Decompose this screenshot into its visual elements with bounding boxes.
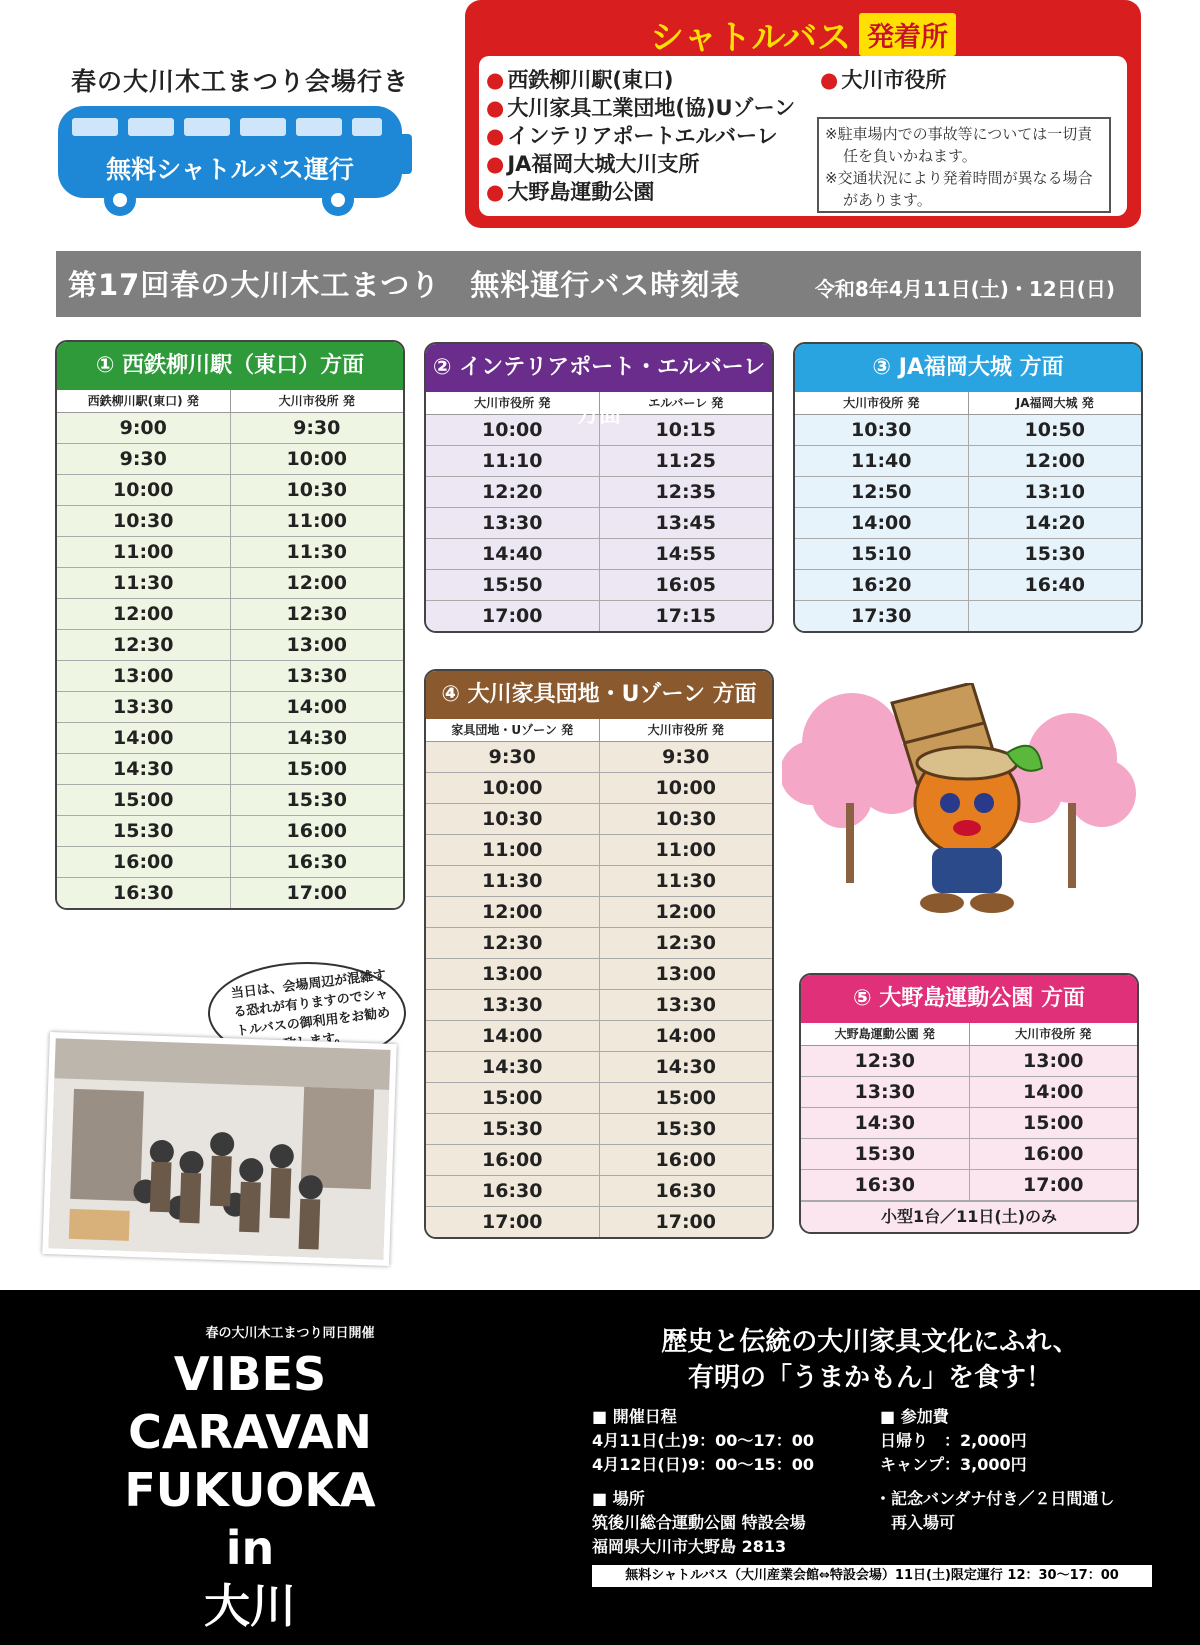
table-row (426, 959, 772, 990)
route-table-5 (799, 973, 1139, 1234)
return-time: 12:30 (599, 928, 773, 958)
return-time: 16:00 (969, 1139, 1138, 1169)
return-time: 14:00 (599, 1021, 773, 1051)
table-row (426, 1114, 772, 1145)
stops-title-text: シャトルバス (650, 18, 851, 58)
stop-item: ● 大野島運動公園 (486, 180, 655, 204)
co-held-label: 春の大川木工まつり同日開催 (205, 1326, 375, 1341)
return-time: 14:20 (968, 508, 1142, 538)
departure-time: 12:30 (482, 932, 543, 954)
extras-line: ・記念バンダナ付き／２日間通し (875, 1489, 1115, 1508)
departure-time: 13:00 (113, 665, 174, 687)
departure-time: 15:30 (854, 1143, 915, 1165)
departure-time: 9:30 (488, 746, 536, 768)
table-row (426, 835, 772, 866)
table-row (57, 878, 403, 908)
departure-time: 15:10 (851, 543, 912, 565)
departure-time: 11:00 (482, 839, 543, 861)
table-row (801, 1108, 1137, 1139)
return-time: 14:00 (230, 692, 404, 722)
departure-time: 12:00 (482, 901, 543, 923)
departure-time: 14:00 (851, 512, 912, 534)
departure-time: 14:30 (482, 1056, 543, 1078)
departure-time: 13:30 (482, 512, 543, 534)
departure-time: 15:30 (113, 820, 174, 842)
table-row (426, 508, 772, 539)
return-time: 10:30 (230, 475, 404, 505)
return-time: 15:30 (599, 1114, 773, 1144)
column-header-origin: 西鉄柳川駅(東口) 発 (87, 394, 199, 408)
departure-time: 10:30 (113, 510, 174, 532)
departure-time: 12:30 (113, 634, 174, 656)
return-time: 16:40 (968, 570, 1142, 600)
table-row (57, 537, 403, 568)
event-lead: 歴史と伝統の大川家具文化にふれ、 有明の「うまかもん」を食す！ (661, 1327, 1079, 1393)
return-time: 15:00 (969, 1108, 1138, 1138)
column-header-origin: 家具団地・Uゾーン 発 (451, 723, 574, 737)
return-time: 16:30 (599, 1176, 773, 1206)
date-line: 4月11日(土)9：00〜17：00 (592, 1431, 814, 1450)
route-table-2 (424, 342, 774, 633)
return-time: 17:00 (969, 1170, 1138, 1200)
return-time: 12:00 (599, 897, 773, 927)
column-header-origin: 大川市役所 発 (474, 396, 551, 410)
departure-time: 13:30 (482, 994, 543, 1016)
return-time: 13:30 (230, 661, 404, 691)
timetable-title: 第17回春の大川木工まつり 無料運行バス時刻表 (68, 268, 741, 302)
return-time: 14:55 (599, 539, 773, 569)
return-time: 16:05 (599, 570, 773, 600)
table-row (57, 754, 403, 785)
place-label: ■ 場所 (592, 1489, 645, 1508)
table-row (426, 446, 772, 477)
place-line: 福岡県大川市大野島 2813 (592, 1537, 787, 1556)
departure-time: 13:30 (113, 696, 174, 718)
departure-time: 14:00 (482, 1025, 543, 1047)
departure-time: 9:00 (119, 417, 167, 439)
stop-item: ● 西鉄柳川駅(東口) (486, 68, 674, 92)
table-row (426, 1176, 772, 1207)
return-time: 15:30 (230, 785, 404, 815)
return-time: 13:00 (969, 1046, 1138, 1076)
departure-time: 10:30 (482, 808, 543, 830)
table-row (57, 506, 403, 537)
event-name: VIBES CARAVAN FUKUOKA in 大川 (124, 1347, 376, 1633)
table-row (426, 1145, 772, 1176)
return-time: 11:25 (599, 446, 773, 476)
table-row (426, 990, 772, 1021)
return-time: 13:30 (599, 990, 773, 1020)
mascot-illustration (782, 683, 1142, 928)
return-time: 11:00 (230, 506, 404, 536)
return-time (968, 601, 1142, 631)
column-header (426, 392, 772, 415)
timetable-date: 令和8年4月11日(土)・12日(日) (814, 277, 1115, 301)
return-time: 12:00 (968, 446, 1142, 476)
departure-time: 12:30 (854, 1050, 915, 1072)
departure-time: 15:00 (482, 1087, 543, 1109)
column-header-return: 大川市役所 発 (230, 390, 404, 412)
bus-label: 無料シャトルバス運行 (106, 155, 354, 184)
return-time: 14:00 (969, 1077, 1138, 1107)
column-header (801, 1023, 1137, 1046)
table-row (426, 415, 772, 446)
stop-item: ● JA福岡大城大川支所 (486, 152, 700, 176)
departure-time: 11:30 (113, 572, 174, 594)
table-row (426, 866, 772, 897)
route-title: ① 西鉄柳川駅（東口）方面 (57, 342, 403, 390)
stops-badge: 発着所 (859, 13, 956, 56)
return-time: 15:00 (599, 1083, 773, 1113)
stop-item: ● 大川家具工業団地(協)Uゾーン (486, 96, 796, 120)
route-title: ② インテリアポート・エルバーレ 方面 (426, 344, 772, 392)
route-table-4 (424, 669, 774, 1239)
return-time: 17:15 (599, 601, 773, 631)
fee-line: キャンプ：3,000円 (880, 1455, 1027, 1474)
table-row (426, 773, 772, 804)
departure-time: 12:00 (113, 603, 174, 625)
bubble-text: 当日は、会場周辺が混雑する恐れが有りますのでシャトルバスの御利用をお勧め致します。 (230, 967, 392, 1053)
column-header-return: エルバーレ 発 (599, 392, 773, 414)
intro-title: 春の大川木工まつり会場行き (70, 67, 409, 96)
bullet-icon: ● (486, 180, 505, 204)
route-title: ④ 大川家具団地・Uゾーン 方面 (426, 671, 772, 719)
stops-title (465, 10, 1141, 59)
return-time: 11:30 (599, 866, 773, 896)
departure-time: 15:30 (482, 1118, 543, 1140)
return-time: 10:15 (599, 415, 773, 445)
table-row (426, 1207, 772, 1237)
bullet-icon: ● (820, 68, 839, 92)
return-time: 10:30 (599, 804, 773, 834)
table-row (57, 630, 403, 661)
table-row (426, 928, 772, 959)
departure-time: 11:30 (482, 870, 543, 892)
return-time: 12:30 (230, 599, 404, 629)
departure-time: 17:30 (851, 605, 912, 627)
return-time: 10:00 (230, 444, 404, 474)
departure-time: 11:10 (482, 450, 543, 472)
return-time: 12:00 (230, 568, 404, 598)
bullet-icon: ● (486, 152, 505, 176)
return-time: 11:00 (599, 835, 773, 865)
departure-time: 13:30 (854, 1081, 915, 1103)
bullet-icon: ● (486, 124, 505, 148)
table-row (426, 601, 772, 631)
event-footer (0, 1290, 1200, 1645)
departure-time: 14:00 (113, 727, 174, 749)
return-time: 9:30 (230, 413, 404, 443)
return-time: 11:30 (230, 537, 404, 567)
table-row (57, 444, 403, 475)
bullet-icon: ● (486, 68, 505, 92)
return-time: 13:10 (968, 477, 1142, 507)
departure-time: 9:30 (119, 448, 167, 470)
departure-time: 15:00 (113, 789, 174, 811)
departure-time: 14:40 (482, 543, 543, 565)
table-row (795, 570, 1141, 601)
table-row (57, 599, 403, 630)
table-row (426, 570, 772, 601)
departure-time: 10:30 (851, 419, 912, 441)
table-row (426, 897, 772, 928)
departure-time: 14:30 (113, 758, 174, 780)
route-table-1 (55, 340, 405, 910)
fee-line: 日帰り ：2,000円 (880, 1431, 1027, 1450)
departure-time: 16:30 (854, 1174, 915, 1196)
column-header-origin: 大川市役所 発 (843, 396, 920, 410)
table-row (795, 508, 1141, 539)
return-time: 10:50 (968, 415, 1142, 445)
crowd-photo (42, 1032, 397, 1266)
table-row (795, 601, 1141, 631)
table-row (801, 1139, 1137, 1170)
table-row (57, 785, 403, 816)
table-row (801, 1077, 1137, 1108)
table-row (57, 413, 403, 444)
stop-item: ● 大川市役所 (820, 68, 947, 92)
table-row (801, 1170, 1137, 1201)
table-row (795, 446, 1141, 477)
table-row (795, 477, 1141, 508)
table-row (426, 1083, 772, 1114)
departure-time: 11:40 (851, 450, 912, 472)
place-line: 筑後川総合運動公園 特設会場 (592, 1513, 806, 1532)
table-row (426, 477, 772, 508)
return-time: 14:30 (230, 723, 404, 753)
departure-time: 10:00 (482, 419, 543, 441)
departure-time: 10:00 (113, 479, 174, 501)
departure-time: 16:00 (113, 851, 174, 873)
table-row (426, 1021, 772, 1052)
return-time: 17:00 (230, 878, 404, 908)
bullet-icon: ● (486, 96, 505, 120)
fee-label: ■ 参加費 (880, 1407, 949, 1426)
table-row (801, 1046, 1137, 1077)
return-time: 17:00 (599, 1207, 773, 1237)
route-table-3 (793, 342, 1143, 633)
return-time: 15:30 (968, 539, 1142, 569)
table-row (795, 415, 1141, 446)
table-row (57, 847, 403, 878)
note-line: ※駐車場内での事故等については一切責任を負いかねます。 (825, 125, 1093, 165)
table-row (426, 1052, 772, 1083)
departure-time: 12:20 (482, 481, 543, 503)
table-row (795, 539, 1141, 570)
departure-time: 16:30 (482, 1180, 543, 1202)
return-time: 14:30 (599, 1052, 773, 1082)
table-row (426, 539, 772, 570)
column-header (795, 392, 1141, 415)
route-title: ⑤ 大野島運動公園 方面 (801, 975, 1137, 1023)
column-header (57, 390, 403, 413)
table-row (57, 661, 403, 692)
shuttle-note: 無料シャトルバス（大川産業会館⇔特設会場）11日(土)限定運行 12：30〜17：00 (592, 1565, 1152, 1587)
column-header-return: 大川市役所 発 (969, 1023, 1138, 1045)
departure-time: 17:00 (482, 1211, 543, 1233)
return-time: 10:00 (599, 773, 773, 803)
stops-list-left (486, 66, 795, 206)
departure-time: 17:00 (482, 605, 543, 627)
departure-time: 16:20 (851, 574, 912, 596)
table-row (57, 475, 403, 506)
timetable-header (56, 251, 1141, 317)
note-line: ※交通状況により発着時間が異なる場合があります。 (825, 169, 1093, 209)
route-title: ③ JA福岡大城 方面 (795, 344, 1141, 392)
table-row (57, 816, 403, 847)
return-time: 13:00 (230, 630, 404, 660)
table-row (426, 742, 772, 773)
dates-label: ■ 開催日程 (592, 1407, 677, 1426)
return-time: 16:30 (230, 847, 404, 877)
departure-time: 10:00 (482, 777, 543, 799)
return-time: 13:00 (599, 959, 773, 989)
extras-line: 再入場可 (875, 1513, 956, 1532)
column-header-origin: 大野島運動公園 発 (834, 1027, 935, 1041)
departure-time: 14:30 (854, 1112, 915, 1134)
return-time: 12:35 (599, 477, 773, 507)
return-time: 16:00 (599, 1145, 773, 1175)
departure-time: 16:00 (482, 1149, 543, 1171)
departure-time: 11:00 (113, 541, 174, 563)
return-time: 15:00 (230, 754, 404, 784)
column-header-return: JA福岡大城 発 (968, 392, 1142, 414)
departure-time: 16:30 (113, 882, 174, 904)
departure-time: 15:50 (482, 574, 543, 596)
table-row (426, 804, 772, 835)
mascot-character-icon (892, 683, 1042, 913)
date-line: 4月12日(日)9：00〜15：00 (592, 1455, 814, 1474)
table-row (57, 568, 403, 599)
stops-list-right (820, 66, 946, 94)
column-header (426, 719, 772, 742)
table-row (57, 723, 403, 754)
return-time: 9:30 (599, 742, 773, 772)
column-header-return: 大川市役所 発 (599, 719, 773, 741)
return-time: 13:45 (599, 508, 773, 538)
stop-item: ● インテリアポートエルバーレ (486, 124, 778, 148)
stops-notes (817, 117, 1111, 213)
route-footnote: 小型1台／11日(土)のみ (801, 1201, 1137, 1232)
return-time: 16:00 (230, 816, 404, 846)
departure-time: 13:00 (482, 963, 543, 985)
table-row (57, 692, 403, 723)
departure-time: 12:50 (851, 481, 912, 503)
